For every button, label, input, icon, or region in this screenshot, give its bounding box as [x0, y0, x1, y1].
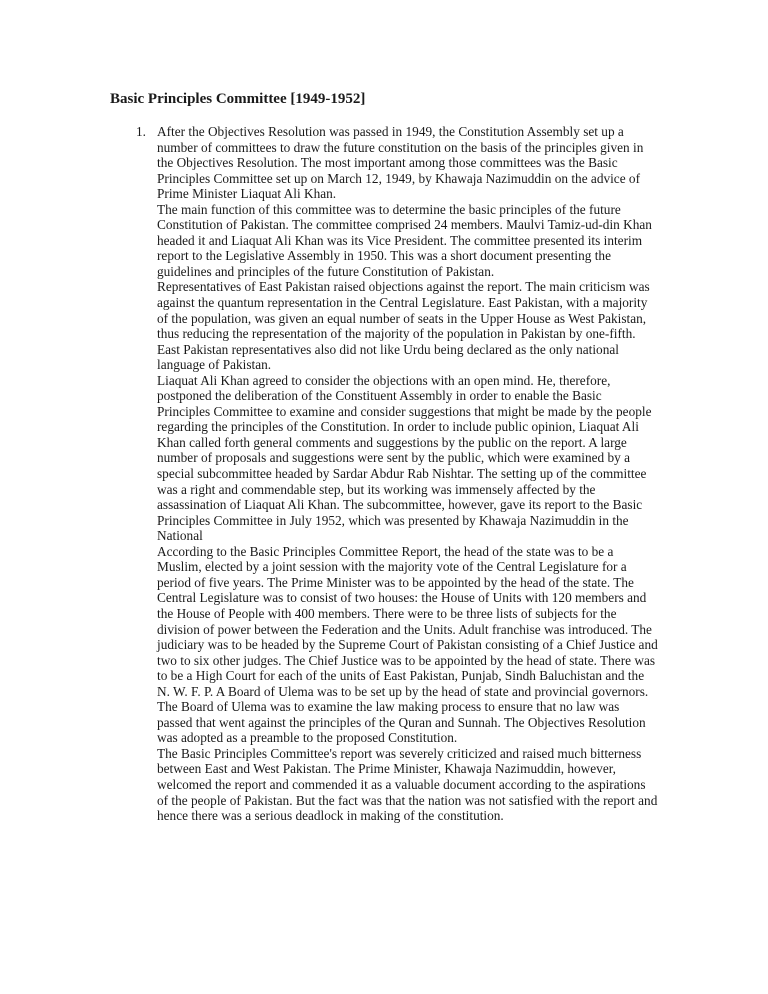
paragraph-origin: After the Objectives Resolution was passed in 1949, the Constitution Assembly set up a number of committees to draw the future constitution on the basis of the principles given in the Objectives Resolution. The most important among those committees was the Basic Principles Committee set up on March 12, 1949, by Khawaja Nazimuddin on the advice of Prime Minister Liaquat Ali Khan. — [157, 124, 644, 202]
paragraph-public-opinion: Liaquat Ali Khan agreed to consider the objections with an open mind. He, therefore, postponed the deliberation of the Constituent Assembly in order to enable the Basic Principles Committee to examine and consider suggestions that might be made by the people regarding the principles of the Constitution. In order to include public opinion, Liaquat Ali Khan called forth general comments and suggestions by the public on the report. A large number of proposals and suggestions were sent by the public, which were examined by a special subcommittee headed by Sardar Abdur Rab Nishtar. The setting up of the committee was a right and commendable step, but its working was immensely affected by the assassination of Liaquat Ali Khan. The subcommittee, however, gave its report to the Basic Principles Committee in July 1952, which was presented by Khawaja Nazimuddin in the National — [157, 372, 652, 544]
paragraph-objections: Representatives of East Pakistan raised objections against the report. The main criticism was against the quantum representation in the Central Legislature. East Pakistan, with a majority of the population, was given an equal number of seats in the Upper House as West Pakistan, thus reducing the representation of the majority of the population in Pakistan by one-fifth. East Pakistan representatives also did not like Urdu being declared as the only national language of Pakistan. — [157, 279, 650, 373]
list-item-body — [157, 124, 658, 824]
paragraph-report-contents: According to the Basic Principles Committee Report, the head of the state was to be a Muslim, elected by a joint session with the majority vote of the Central Legislature for a period of five years. The Prime Minister was to be appointed by the head of the state. The Central Legislature was to consist of two houses: the House of Units with 120 members and the House of People with 400 members. There were to be three lists of subjects for the division of power between the Federation and the Units. Adult franchise was introduced. The judiciary was to be headed by the Supreme Court of Pakistan consisting of a Chief Justice and two to six other judges. The Chief Justice was to be appointed by the head of state. There was to be a High Court for each of the units of East Pakistan, Punjab, Sindh Baluchistan and the N. W. F. P. A Board of Ulema was to be set up by the head of state and provincial governors. The Board of Ulema was to examine the law making process to ensure that no law was passed that went against the principles of the Quran and Sunnah. The Objectives Resolution was adopted as a preamble to the proposed Constitution. — [157, 543, 658, 746]
paragraph-criticism: The Basic Principles Committee's report was severely criticized and raised much bitterness between East and West Pakistan. The Prime Minister, Khawaja Nazimuddin, however, welcomed the report and commended it as a valuable document according to the aspirations of the people of Pakistan. But the fact was that the nation was not satisfied with the report and hence there was a serious deadlock in making of the constitution. — [157, 745, 658, 824]
paragraph-function: The main function of this committee was to determine the basic principles of the future Constitution of Pakistan. The committee comprised 24 members. Maulvi Tamiz-ud-din Khan headed it and Liaquat Ali Khan was its Vice President. The committee presented its interim report to the Legislative Assembly in 1950. This was a short document presenting the guidelines and principles of the future Constitution of Pakistan. — [157, 201, 652, 279]
document-heading: Basic Principles Committee [1949-1952] — [110, 91, 366, 107]
list-item-number: 1. — [136, 124, 146, 139]
